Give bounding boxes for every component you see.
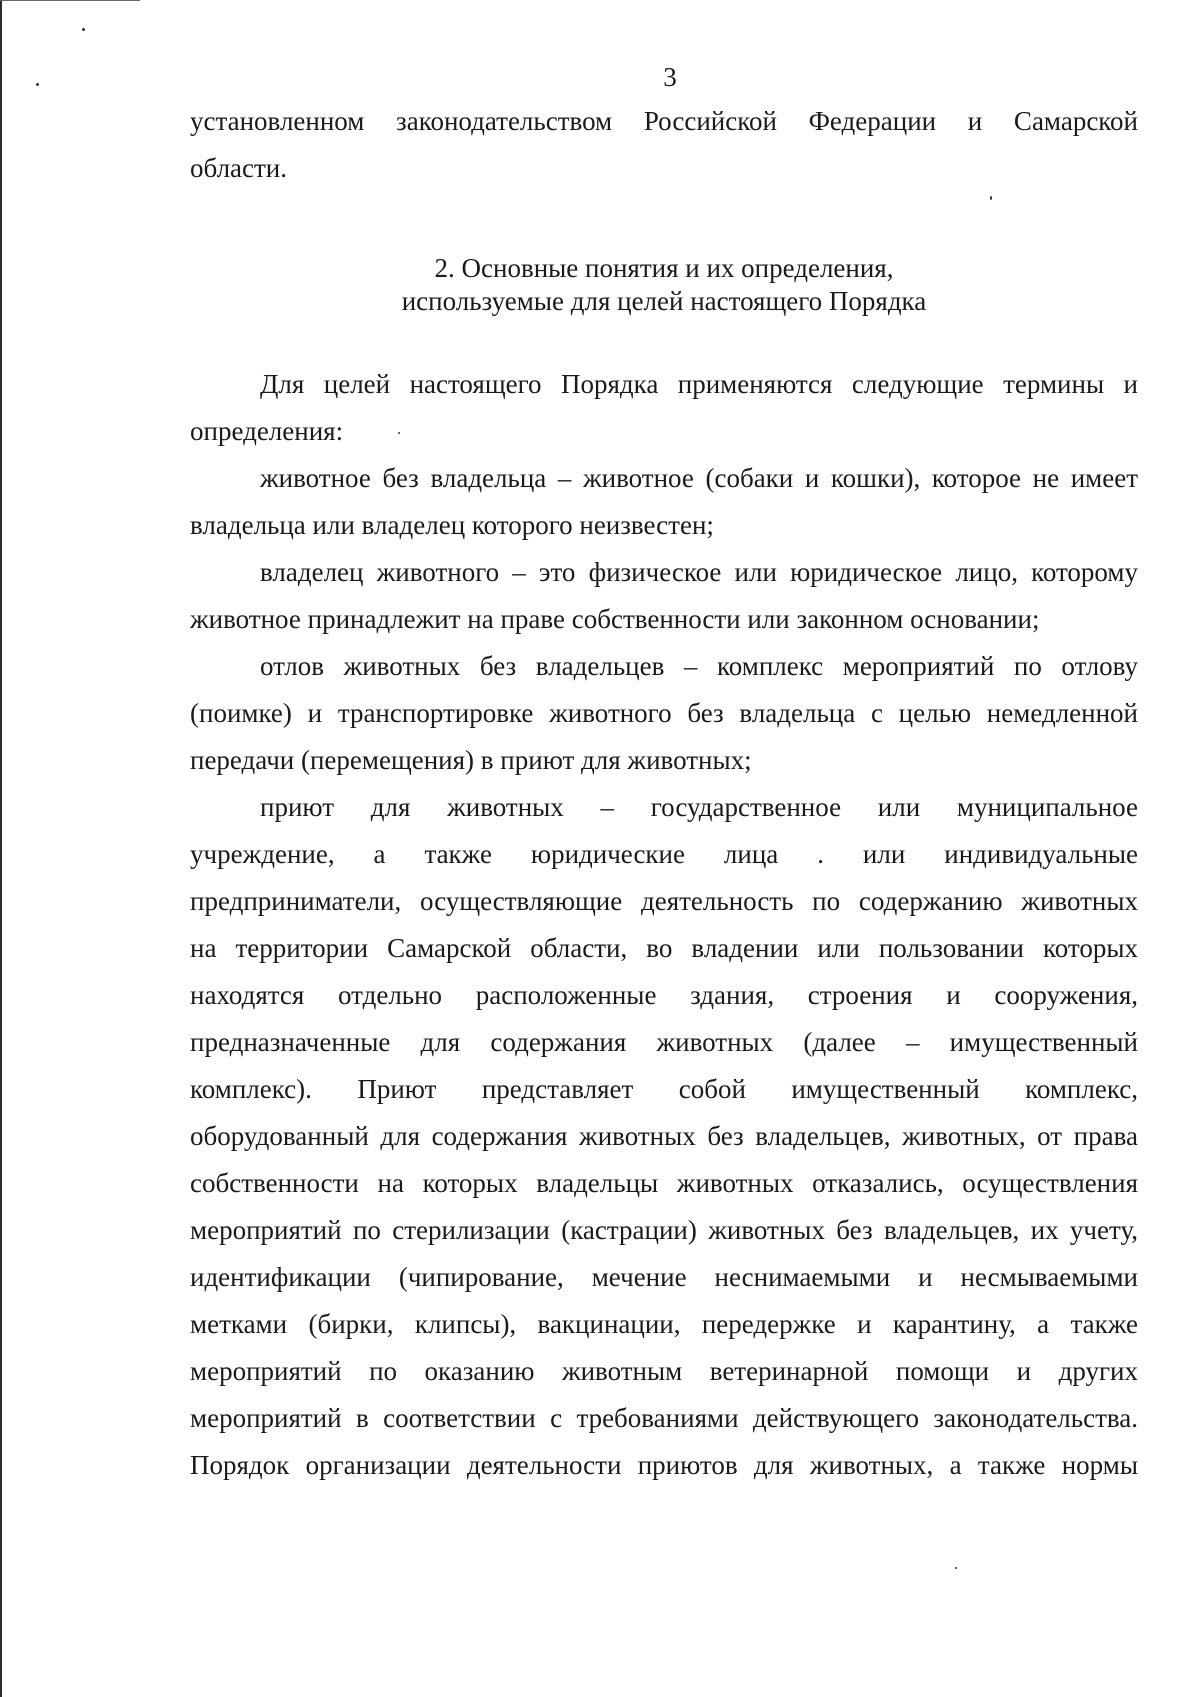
text-line: комплекс). Приют представляет собой имущественный комплекс, xyxy=(190,1074,1138,1104)
text-line: передачи (перемещения) в приют для животных; xyxy=(190,745,752,775)
text-line: животное принадлежит на праве собственности или законном основании; xyxy=(190,604,1040,634)
text-line: находятся отдельно расположенные здания, строения и сооружения, xyxy=(190,980,1138,1010)
scan-speck xyxy=(82,28,85,31)
text-line: Порядок организации деятельности приютов для животных, а также нормы xyxy=(190,1450,1138,1480)
text-line: оборудованный для содержания животных без владельцев, животных, от права xyxy=(190,1121,1138,1151)
text-line: установленном законодательством Российской Федерации и Самарской xyxy=(190,106,1138,136)
text-line: приют для животных – государственное или муниципальное xyxy=(260,792,1138,822)
section-heading xyxy=(190,252,1138,318)
scan-left-edge xyxy=(0,0,2,1697)
text-line: на территории Самарской области, во владении или пользовании которых xyxy=(190,933,1138,963)
text-line: владелец животного – это физическое или юридическое лицо, которому xyxy=(260,557,1138,587)
text-line: собственности на которых владельцы животных отказались, осуществления xyxy=(190,1168,1138,1198)
text-line: метками (бирки, клипсы), вакцинации, передержке и карантину, а также xyxy=(190,1309,1138,1339)
heading-line: 2. Основные понятия и их определения, xyxy=(434,253,894,283)
text-line: Для целей настоящего Порядка применяются следующие термины и xyxy=(260,369,1138,399)
text-line: предприниматели, осуществляющие деятельность по содержанию животных xyxy=(190,886,1138,916)
scan-top-edge xyxy=(0,0,140,1)
text-line: (поимке) и транспортировке животного без владельца с целью немедленной xyxy=(190,698,1138,728)
text-line: мероприятий в соответствии с требованиями действующего законодательства. xyxy=(190,1403,1138,1433)
text-line: области. xyxy=(190,153,288,183)
text-line: учреждение, а также юридические лица . или индивидуальные xyxy=(190,839,1138,869)
text-line: животное без владельца – животное (собаки и кошки), которое не имеет xyxy=(260,463,1138,493)
scan-speck xyxy=(955,1567,957,1569)
text-line: идентификации (чипирование, мечение неснимаемыми и несмываемыми xyxy=(190,1262,1138,1292)
text-line: мероприятий по стерилизации (кастрации) животных без владельцев, их учету, xyxy=(190,1215,1138,1245)
intro-paragraph xyxy=(190,98,1138,192)
heading-line: используемые для целей настоящего Порядка xyxy=(401,286,927,316)
text-line: определения: xyxy=(190,416,344,446)
body-text xyxy=(190,361,1138,1489)
text-line: отлов животных без владельцев – комплекс мероприятий по отлову xyxy=(260,651,1138,681)
text-line: владельца или владелец которого неизвестен; xyxy=(190,510,714,540)
text-line: предназначенные для содержания животных (далее – имущественный xyxy=(190,1027,1138,1057)
page-number: 3 xyxy=(663,62,677,92)
text-line: мероприятий по оказанию животным ветеринарной помощи и других xyxy=(190,1356,1138,1386)
scan-speck xyxy=(990,196,992,200)
